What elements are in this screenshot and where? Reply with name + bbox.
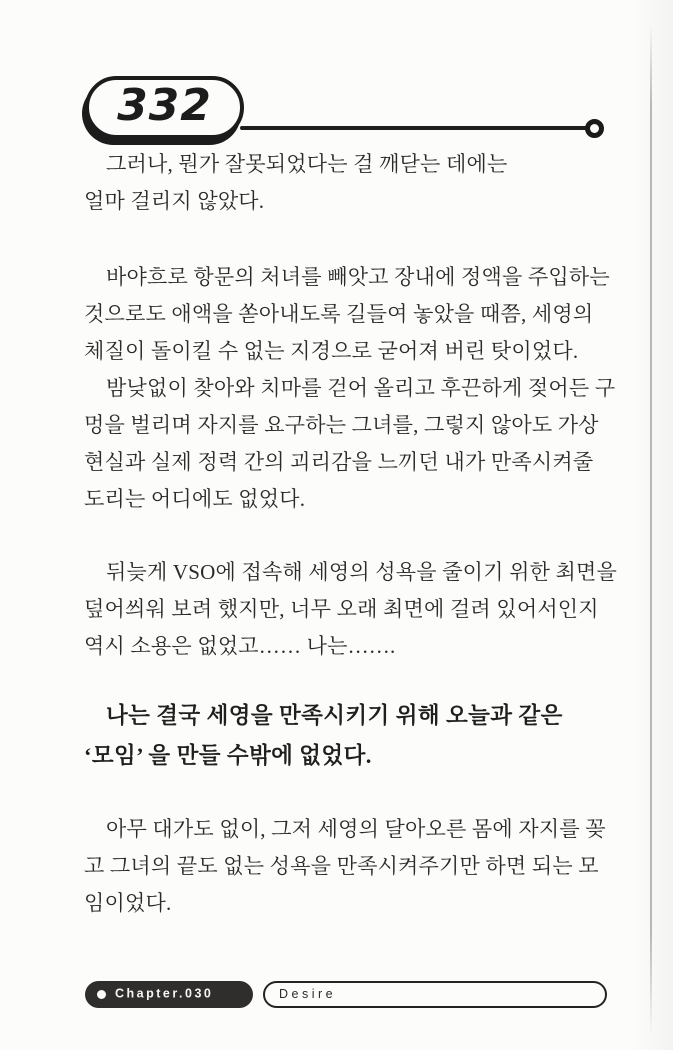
text-line: 밤낮없이 찾아와 치마를 걷어 올리고 후끈하게 젖어든 구 bbox=[106, 376, 616, 400]
title-pill bbox=[263, 981, 607, 1008]
header-rule bbox=[240, 126, 589, 130]
title-label: Desire bbox=[279, 987, 337, 1001]
text-line: 바야흐로 항문의 처녀를 빼앗고 장내에 정액을 주입하는 bbox=[106, 265, 610, 289]
text-line: ‘모임’ 을 만들 수밖에 없었다. bbox=[84, 743, 372, 768]
text-line: 아무 대가도 없이, 그저 세영의 달아오른 몸에 자지를 꽂 bbox=[106, 817, 606, 841]
text-line: 고 그녀의 끝도 없는 성욕을 만족시켜주기만 하면 되는 모 bbox=[84, 854, 599, 878]
text-line: 것으로도 애액을 쏟아내도록 길들여 놓았을 때쯤, 세영의 bbox=[84, 302, 594, 326]
text-line: 역시 소용은 없었고…… 나는……. bbox=[84, 634, 396, 658]
paragraph bbox=[84, 554, 617, 665]
paragraph bbox=[84, 259, 609, 370]
text-line: 그러나, 뭔가 잘못되었다는 걸 깨닫는 데에는 bbox=[106, 152, 508, 176]
body-text bbox=[84, 146, 617, 922]
chapter-label: Chapter.030 bbox=[115, 986, 214, 1001]
text-line: 덮어씌워 보려 했지만, 너무 오래 최면에 걸려 있어서인지 bbox=[84, 597, 599, 621]
header-ring-icon bbox=[585, 119, 604, 138]
chapter-pill bbox=[85, 981, 253, 1008]
paragraph bbox=[84, 370, 616, 518]
paragraph-emphasis bbox=[84, 696, 609, 776]
bullet-icon bbox=[97, 990, 106, 999]
paragraph bbox=[84, 811, 609, 922]
text-line: 체질이 돌이킬 수 없는 지경으로 굳어져 버린 탓이었다. bbox=[84, 339, 579, 363]
text-line: 나는 결국 세영을 만족시키기 위해 오늘과 같은 bbox=[106, 703, 563, 728]
text-line: 얼마 걸리지 않았다. bbox=[84, 189, 265, 213]
text-line: 임이었다. bbox=[84, 891, 172, 915]
page-number: 332 bbox=[117, 80, 212, 131]
text-line: 도리는 어디에도 없었다. bbox=[84, 487, 306, 511]
text-line: 현실과 실제 정력 간의 괴리감을 느끼던 내가 만족시켜줄 bbox=[84, 450, 594, 474]
text-line: 멍을 벌리며 자지를 요구하는 그녀를, 그렇지 않아도 가상 bbox=[84, 413, 599, 437]
paragraph bbox=[84, 146, 609, 220]
page-number-badge bbox=[85, 76, 244, 139]
text-line: 뒤늦게 VSO에 접속해 세영의 성욕을 줄이기 위한 최면을 bbox=[106, 560, 617, 584]
page-edge-shade bbox=[633, 0, 673, 1050]
footer bbox=[85, 980, 607, 1008]
